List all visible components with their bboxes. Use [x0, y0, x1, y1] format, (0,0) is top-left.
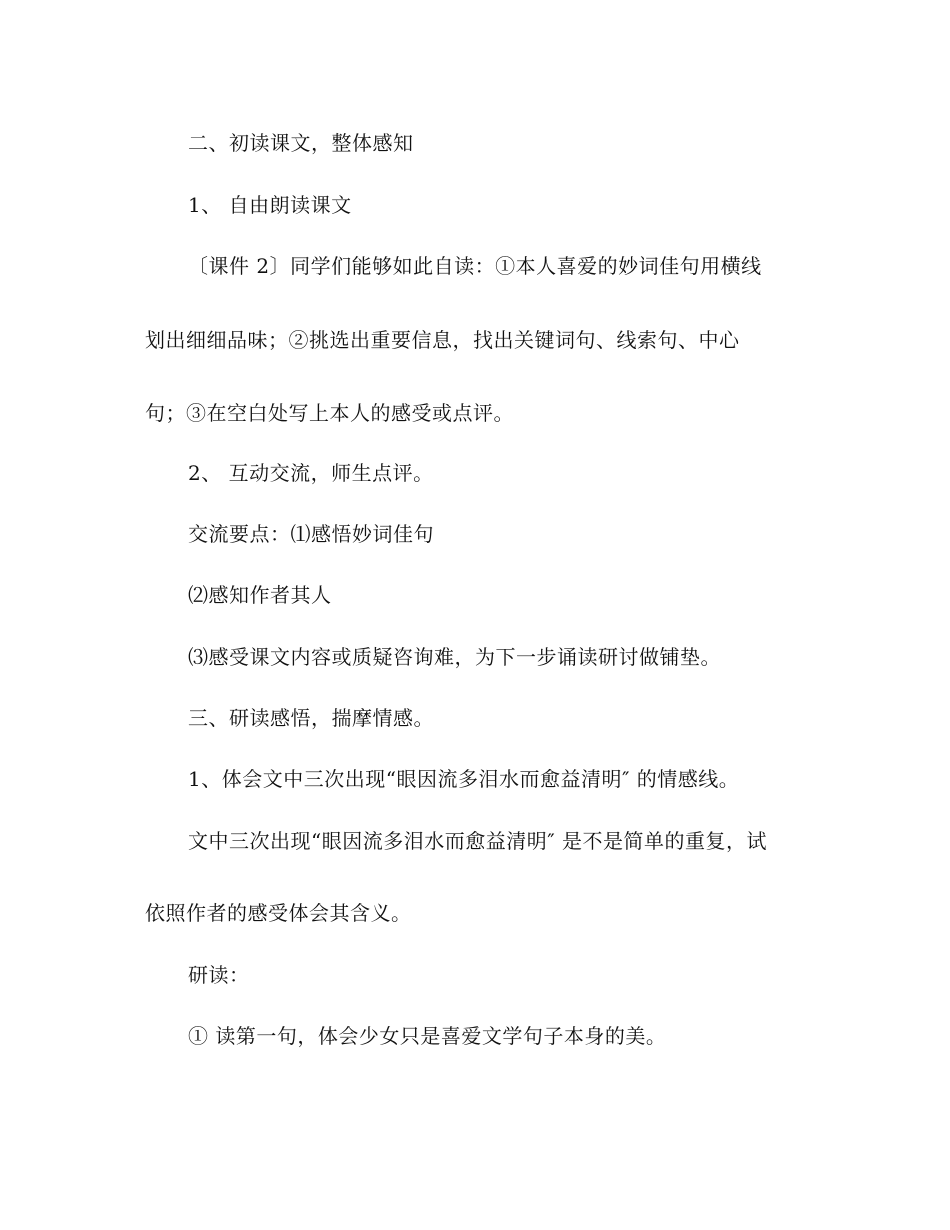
paragraph-line: 〔课件 2〕同学们能够如此自读：①本人喜爱的妙词佳句用横线	[188, 254, 762, 278]
step-1-heading: 1、 自由朗读课文	[188, 193, 352, 217]
paragraph-line: 句；③在空白处写上本人的感受或点评。	[145, 401, 514, 425]
section-heading-3: 三、研读感悟，揣摩情感。	[188, 706, 434, 730]
step-2-heading: 2、 互动交流，师生点评。	[188, 461, 434, 485]
paragraph-line: 研读：	[188, 963, 250, 987]
paragraph-line: ⑶感受课文内容或质疑咨询难，为下一步诵读研讨做铺垫。	[188, 645, 721, 669]
paragraph-line: 划出细细品味；②挑选出重要信息，找出关键词句、线索句、中心	[145, 328, 740, 352]
paragraph-line: ① 读第一句，体会少女只是喜爱文学句子本身的美。	[188, 1024, 667, 1048]
paragraph-line: 交流要点：⑴感悟妙词佳句	[188, 522, 434, 546]
paragraph-line: 1、体会文中三次出现“眼因流多泪水而愈益清明″ 的情感线。	[188, 767, 740, 791]
paragraph-line: 文中三次出现“眼因流多泪水而愈益清明″ 是不是简单的重复，试	[188, 829, 768, 853]
paragraph-line: 依照作者的感受体会其含义。	[145, 901, 412, 925]
section-heading-2: 二、初读课文，整体感知	[188, 131, 414, 155]
paragraph-line: ⑵感知作者其人	[188, 583, 332, 607]
